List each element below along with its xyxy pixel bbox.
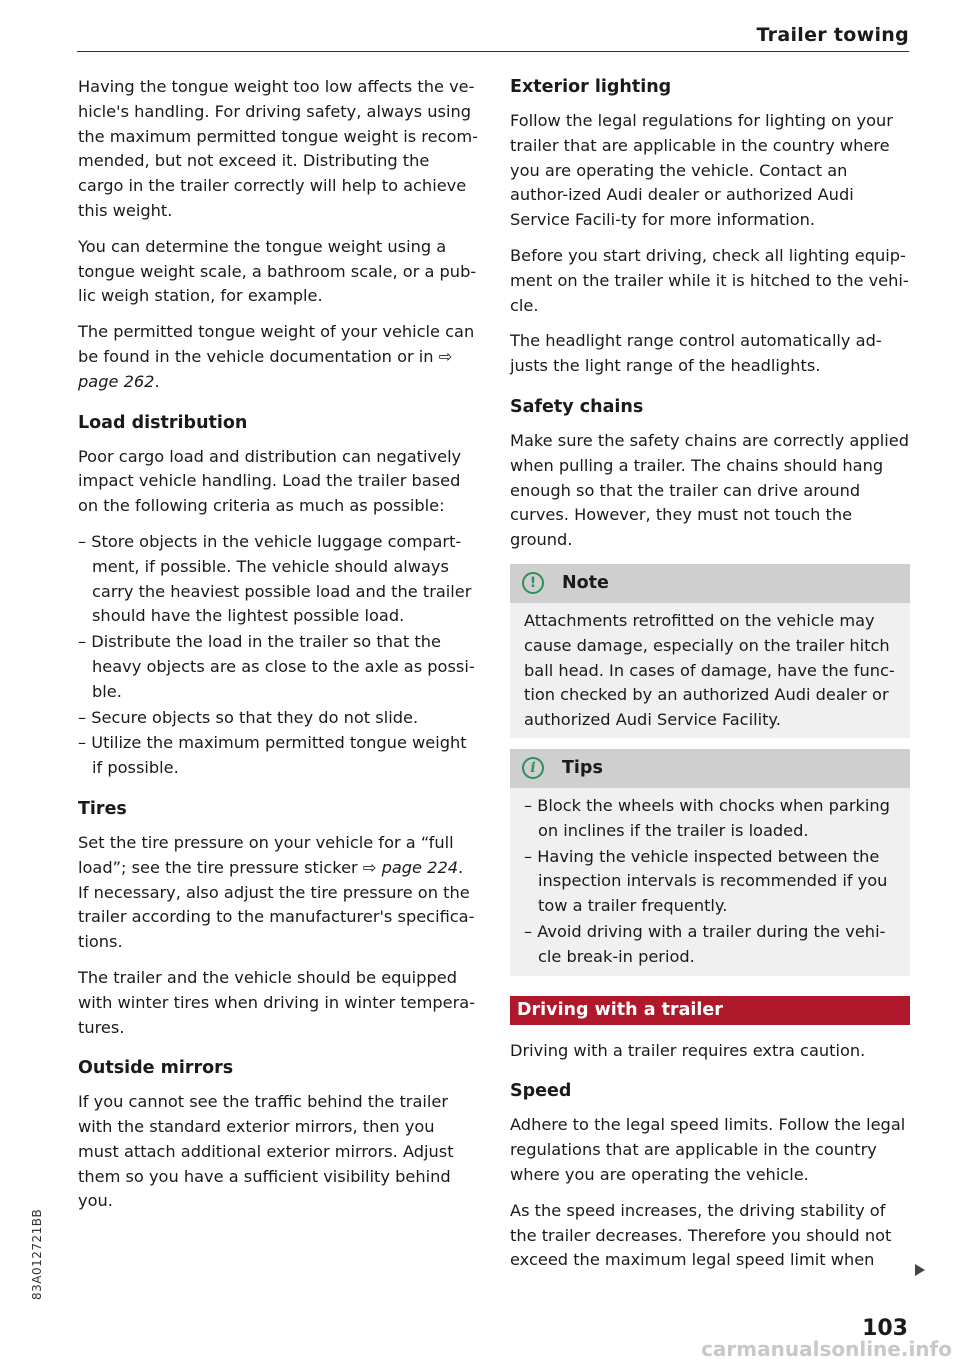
note-box [510,564,910,738]
list-item: – Store objects in the vehicle luggage compart-ment, if possible. The vehicle should always carry the heaviest possible load and the trailer should have the lightest possible load. [78,530,478,629]
paragraph-mirrors: If you cannot see the traffic behind the trailer with the standard exterior mirrors, then you must attach additional exterior mirrors. Adjust them so you have a sufficient visibility behind you. [78,1092,454,1211]
paragraph-documentation: The permitted tongue weight of your vehicle can be found in the vehicle documentation or in ⇨ page 262. [78,322,475,391]
heading-speed: Speed [510,1081,572,1102]
page-reference-link[interactable]: ⇨ page 262 [78,346,453,391]
paragraph-lighting-check: Before you start driving, check all lighting equip-ment on the trailer while it is hitched to the vehi-cle. [510,245,909,315]
page-reference-link[interactable]: ⇨ page 224 [362,857,459,877]
heading-outside-mirrors: Outside mirrors [78,1058,234,1079]
list-item: – Avoid driving with a trailer during the vehi-cle break-in period. [524,920,896,970]
document-code: 83A012721BB [30,1208,44,1300]
info-icon: i [522,757,544,779]
tips-title: Tips [562,758,603,779]
heading-exterior-lighting: Exterior lighting [510,77,672,97]
exclamation-icon: ! [522,572,544,594]
heading-tires: Tires [78,798,127,819]
paragraph-tongue-weight: Having the tongue weight too low affects the ve-hicle's handling. For driving safety, always using the maximum permitted tongue weight is recom-mended, but not exceed it. Distributing the cargo in the trailer correctly will help to achieve this weight. [78,77,478,220]
tips-header [510,749,910,788]
paragraph-speed-stability: As the speed increases, the driving stability of the trailer decreases. Therefore you should not exceed the maximum legal speed limit when [510,1200,892,1270]
left-column [78,75,478,1225]
header-divider [77,51,909,52]
paragraph-safety-chains: Make sure the safety chains are correctly applied when pulling a trailer. The chains should hang enough so that the trailer can drive around curves. However, they must not touch the ground. [510,430,910,550]
list-item: – Block the wheels with chocks when parking on inclines if the trailer is loaded. [524,794,896,844]
heading-load-distribution: Load distribution [78,412,248,433]
note-header [510,564,910,603]
tips-box [510,749,910,976]
paragraph-winter-tires: The trailer and the vehicle should be equipped with winter tires when driving in winter tempera-tures. [78,967,476,1037]
paragraph-load: Poor cargo load and distribution can negatively impact vehicle handling. Load the trailer based on the following criteria as much as possible: [78,446,462,516]
list-item: – Secure objects so that they do not slide. [78,706,478,731]
paragraph-tires: Set the tire pressure on your vehicle for a “full load”; see the tire pressure sticker ⇨ page 224. If necessary, also adjust the tire pressure on the trailer according to the manufacturer's specifica-tions. [78,832,475,952]
note-text: Attachments retrofitted on the vehicle may cause damage, especially on the trailer hitch ball head. In cases of damage, have the func-tion checked by an authorized Audi dealer or authorized Audi Service Facility. [524,610,895,730]
list-item: – Utilize the maximum permitted tongue weight if possible. [78,731,478,781]
page-number: 103 [862,1316,908,1341]
tips-list [524,794,896,970]
tips-body [510,788,910,976]
paragraph-scale: You can determine the tongue weight using a tongue weight scale, a bathroom scale, or a pub-lic weigh station, for example. [78,236,477,306]
right-column [510,75,910,1284]
section-title-band: Driving with a trailer [510,996,910,1025]
running-header: Trailer towing [756,24,909,46]
note-body [510,603,910,738]
continue-arrow-icon [915,1264,925,1276]
paragraph-headlight-range: The headlight range control automatically ad-justs the light range of the headlights. [510,331,882,376]
list-item: – Distribute the load in the trailer so that the heavy objects are as close to the axle as possi-ble. [78,630,478,704]
paragraph-intro: Driving with a trailer requires extra caution. [510,1040,866,1060]
load-list [78,530,478,781]
note-title: Note [562,573,609,594]
heading-safety-chains: Safety chains [510,396,644,417]
list-item: – Having the vehicle inspected between the inspection intervals is recommended if you tow a trailer frequently. [524,845,896,919]
paragraph-lighting-regulations: Follow the legal regulations for lighting on your trailer that are applicable in the country where you are operating the vehicle. Contact an author-ized Audi dealer or authorized Audi Service Facili-ty for more information. [510,111,893,230]
watermark: carmanualsonline.info [701,1337,952,1361]
paragraph-speed-limits: Adhere to the legal speed limits. Follow the legal regulations that are applicable in the country where you are operating the vehicle. [510,1115,906,1184]
